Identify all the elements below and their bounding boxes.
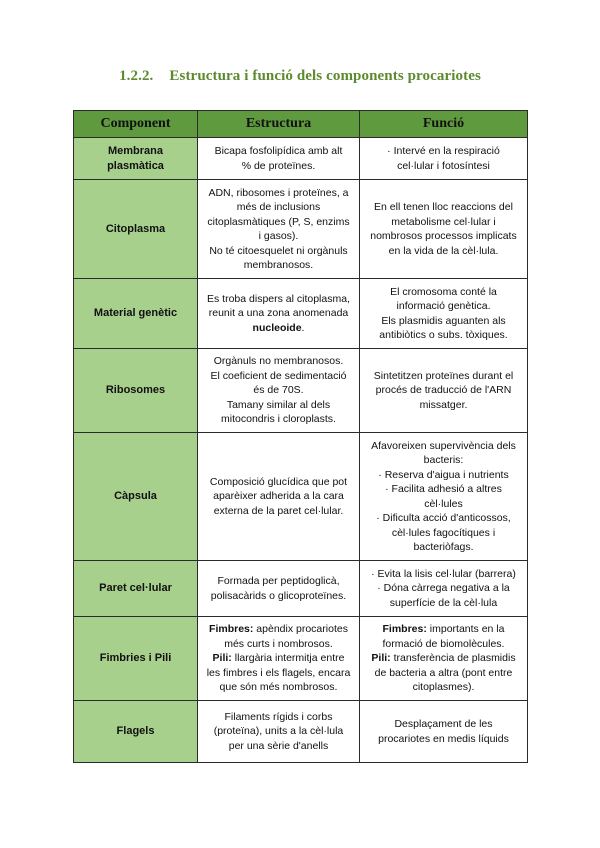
funcio-cell: [360, 279, 528, 349]
funcio-cell: [360, 433, 528, 561]
text-line: cèl·lules: [424, 497, 463, 510]
table-row: [74, 180, 528, 279]
estructura-cell: [198, 617, 360, 701]
estructura-cell: [198, 433, 360, 561]
text-line: cel·lular i fotosíntesi: [397, 159, 490, 172]
header-component: Component: [74, 111, 198, 138]
text-line: citoplasmàtiques (P, S, enzims: [207, 215, 350, 228]
table-row: [74, 349, 528, 433]
text-line: bacteris:: [423, 454, 464, 466]
text-line: ADN, ribosomes i proteïnes, a: [208, 186, 349, 199]
text-line: No té citoesquelet ni orgànuls: [209, 244, 348, 257]
component-cell: Citoplasma: [74, 180, 198, 279]
text-line: (proteïna), units a la cèl·lula: [213, 725, 344, 738]
component-cell: Fimbries i Pili: [74, 617, 198, 701]
text-line: antibiòtics o subs. tòxiques.: [379, 329, 508, 341]
text-line: informació genètica.: [396, 300, 491, 312]
text-line: Filaments rígids i corbs: [224, 710, 333, 723]
fimbres-label: Fimbres:: [209, 623, 254, 636]
text-line: [203, 622, 354, 637]
header-estructura: Estructura: [198, 111, 360, 138]
text-fragment: apèndix procariotes: [253, 623, 348, 636]
text-line: bacteriòfags.: [413, 541, 474, 553]
section-title-text: Estructura i funció dels components procariotes: [169, 68, 481, 84]
text-line: cèl·lules fagocítiques i: [391, 526, 496, 539]
estructura-cell: [198, 349, 360, 433]
component-cell: Membrana plasmàtica: [74, 138, 198, 180]
funcio-cell: [360, 138, 528, 180]
text-line: Es troba dispers al citoplasma,: [207, 292, 350, 305]
text-fragment: .: [301, 321, 305, 334]
funcio-cell: [360, 617, 528, 701]
table-row: [74, 561, 528, 617]
text-line: [203, 321, 354, 336]
estructura-cell: [198, 180, 360, 279]
text-line: · Intervé en la respiració: [387, 145, 500, 157]
text-line: metabolisme cel·lular i: [391, 215, 496, 228]
text-line: · Facilita adhesió a altres: [385, 483, 502, 495]
funcio-cell: [360, 561, 528, 617]
text-line: reunit a una zona anomenada: [208, 307, 349, 320]
text-line: [365, 622, 522, 637]
fimbres-label: Fimbres:: [382, 623, 427, 636]
text-line: per una sèrie d'anells: [228, 739, 329, 752]
text-line: formació de biomolècules.: [382, 637, 505, 650]
text-line: membranosos.: [243, 259, 314, 271]
component-cell: Material genètic: [74, 279, 198, 349]
text-line: en la vida de la cèl·lula.: [388, 244, 499, 257]
text-line: aparèixer adherida a la cara: [213, 490, 344, 503]
text-line: Afavoreixen supervivència dels: [371, 439, 516, 452]
text-line: externa de la paret cel·lular.: [213, 504, 344, 517]
text-line: [365, 651, 522, 666]
table-row: [74, 433, 528, 561]
text-line: Orgànuls no membranosos.: [213, 355, 344, 368]
text-line: que són més nombrosos.: [219, 681, 338, 694]
estructura-cell: [198, 701, 360, 763]
text-line: missatger.: [419, 398, 468, 411]
text-fragment: importants en la: [426, 623, 505, 636]
text-line: · Dóna càrrega negativa a la: [377, 582, 510, 595]
component-cell: Càpsula: [74, 433, 198, 561]
section-number: 1.2.2.: [119, 68, 154, 84]
text-line: El cromosoma conté la: [390, 285, 497, 298]
text-line: mitocondris i cloroplasts.: [221, 413, 336, 426]
text-line: nombrosos processos implicats: [370, 230, 517, 242]
pili-label: Pili:: [212, 652, 232, 665]
text-line: · Evita la lisis cel·lular (barrera): [371, 567, 516, 580]
text-line: En ell tenen lloc reaccions del: [374, 201, 513, 213]
text-fragment: llargària intermitja entre: [231, 652, 345, 665]
text-line: [203, 651, 354, 666]
text-line: Desplaçament de les: [394, 718, 493, 730]
text-line: El coeficient de sedimentació: [210, 369, 347, 382]
text-line: i gasos).: [258, 230, 299, 242]
text-line: Tamany similar al dels: [226, 398, 331, 411]
estructura-cell: [198, 279, 360, 349]
text-line: Els plasmidis aguanten als: [381, 314, 506, 327]
text-line: % de proteïnes.: [241, 159, 316, 172]
table-row: [74, 617, 528, 701]
text-line: més de inclusions: [236, 201, 321, 213]
text-line: superfície de la cèl·lula: [389, 596, 498, 609]
component-cell: Ribosomes: [74, 349, 198, 433]
funcio-cell: [360, 180, 528, 279]
text-line: de bacteria a altra (pont entre: [374, 666, 513, 679]
header-funcio: Funció: [360, 111, 528, 138]
text-line: Composició glucídica que pot: [209, 475, 348, 488]
text-line: les fimbres i els flagels, encara: [206, 666, 351, 679]
funcio-cell: [360, 701, 528, 763]
table-row: [74, 138, 528, 180]
funcio-cell: [360, 349, 528, 433]
table-header-row: [74, 111, 528, 138]
text-line: és de 70S.: [253, 384, 304, 397]
table-row: [74, 701, 528, 763]
text-line: procariotes en medis líquids: [378, 732, 509, 745]
estructura-cell: [198, 561, 360, 617]
table-row: [74, 279, 528, 349]
text-line: polisacàrids o glicoproteïnes.: [210, 589, 347, 602]
component-cell: Flagels: [74, 701, 198, 763]
text-line: citoplasmes).: [412, 681, 475, 694]
text-line: · Reserva d'aigua i nutrients: [378, 468, 509, 481]
text-fragment: transferència de plasmidis: [390, 652, 516, 665]
text-line: procés de traducció de l'ARN: [375, 384, 512, 397]
components-table: [73, 110, 528, 763]
text-line: · Dificulta acció d'anticossos,: [376, 512, 511, 524]
text-line: Formada per peptidoglicà,: [217, 575, 340, 587]
estructura-cell: [198, 138, 360, 180]
nucleoide-term: nucleoide: [252, 321, 302, 334]
text-line: Sintetitzen proteïnes durant el: [373, 369, 514, 382]
text-line: Bicapa fosfolipídica amb alt: [214, 145, 343, 157]
pili-label: Pili:: [371, 652, 391, 665]
text-line: més curts i nombrosos.: [224, 637, 333, 650]
section-title: [0, 68, 600, 85]
component-cell: Paret cel·lular: [74, 561, 198, 617]
